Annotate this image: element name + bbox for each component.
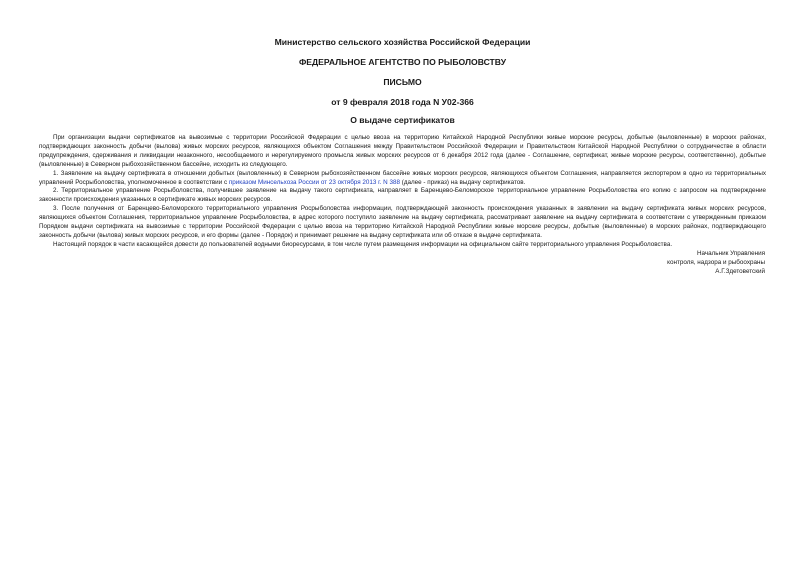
document-body <box>39 134 766 250</box>
item-1-text-before: 1. Заявление на выдачу сертификата в отношении добытых (выловленных) в Северном рыбохозяйственном бассейне живых морских ресурсов, являющихся объектом Соглашения, направляется экспортером в одно из территориальных управлений Росрыболовства, уполномоченное в соответствии с <box>39 169 766 186</box>
signatory-position-line-2: контроля, надзора и рыбоохраны <box>667 258 765 266</box>
document-subject: О выдаче сертификатов <box>350 115 455 125</box>
signature-block <box>39 250 766 277</box>
paragraph-item-1 <box>39 170 766 188</box>
document-date-number: от 9 февраля 2018 года N У02-366 <box>331 97 474 107</box>
ministry-name: Министерство сельского хозяйства Российской Федерации <box>274 37 531 47</box>
paragraph-item-2: 2. Территориальное управление Росрыболовства, получившее заявление на выдачу такого сертификата, направляет в Баренцево-Беломорское территориальное управление Росрыболовства его копию с запросом на подтверждение законности происхождения указанных в сертификате живых морских ресурсов. <box>39 187 766 204</box>
paragraph-item-3: 3. После получения от Баренцево-Беломорского территориального управления Росрыболовства информации, подтверждающей законность происхождения указанных в заявлении на выдачу сертификата живых морских ресурсов, являющихся объектом Соглашения, территориальное управление Росрыболовства, в адрес которого поступило заявление на выдачу сертификата, рассматривает заявление на выдачу сертификата в соответствии с утвержденным приказом Порядком выдачи сертификата на вывозимые с территории Российской Федерации с целью ввоза на территорию Китайской Народной Республики живые морские ресурсы, добытые (выловленные) в морских районах, подтверждающего законность добычи (вылова) живых морских ресурсов, и его формы (далее - Порядок) и принимает решение на выдачу сертификата или об отказе в выдаче сертификата. <box>39 205 766 239</box>
agency-name: ФЕДЕРАЛЬНОЕ АГЕНТСТВО ПО РЫБОЛОВСТВУ <box>298 57 507 67</box>
paragraph-closing: Настоящий порядок в части касающейся довести до пользователей водными биоресурсами, в том числе путем размещения информации на официальном сайте территориального управления Росрыболовства. <box>53 240 673 248</box>
signatory-name: А.Г.Здетоветский <box>715 267 765 275</box>
paragraph-intro: При организации выдачи сертификатов на вывозимые с территории Российской Федерации с целью ввоза на территорию Китайской Народной Республики живые морские ресурсы, добытые (выловленные) в морских районах, подтверждающих законность добычи (вылова) живых морских ресурсов, являющихся объектом Соглашения между Правительством Российской Федерации и Правительством Китайской Народной Республики о сотрудничестве в области предупреждения, сдерживания и ликвидации незаконного, несообщаемого и нерегулируемого промысла живых морских ресурсов от 6 декабря 2012 года (далее - Соглашение, сертификат, живые морские ресурсы, соответственно), добытые (выловленные) в Северном рыбохозяйственном бассейне, исходить из следующего. <box>39 134 766 168</box>
item-1-text-after: (далее - приказ) на выдачу сертификатов. <box>399 178 526 186</box>
signatory-position-line-1: Начальник Управления <box>696 249 765 257</box>
document-type: ПИСЬМО <box>383 77 422 87</box>
order-link[interactable]: приказом Минсельхоза России от 23 октября 2013 г. N 388 <box>228 178 400 186</box>
